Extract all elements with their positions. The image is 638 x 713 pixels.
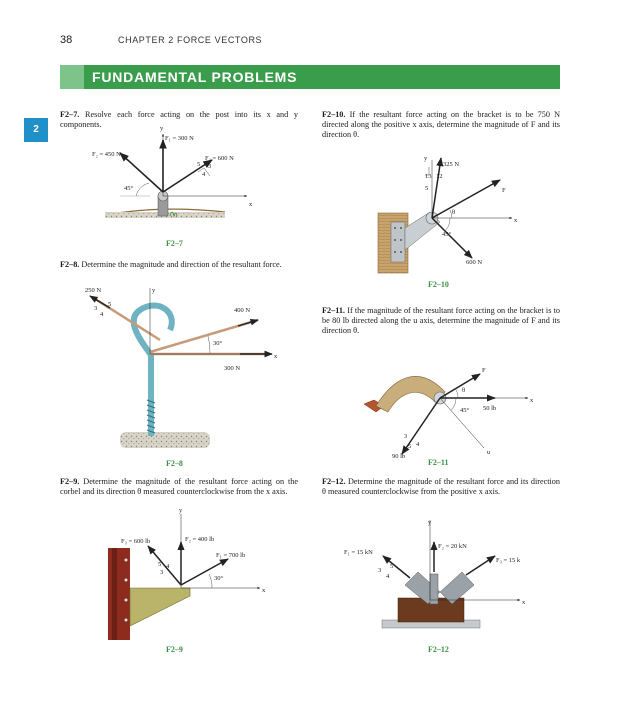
figure-caption: F2–9 (166, 645, 183, 654)
problem-text: If the resultant force acting on the bracket is to be 750 N directed along the positive x axis, determine the magnitude of F and its direction θ. (322, 110, 561, 140)
force-label: 50 lb (483, 405, 497, 412)
force-label: 600 N (466, 259, 483, 266)
angle-label: 30° (214, 575, 224, 582)
angle-label: 45° (442, 231, 452, 238)
angle-label: 45° (124, 185, 134, 192)
angle-label: 30° (213, 340, 223, 347)
force-label: 400 N (234, 307, 251, 314)
angle-label: θ (452, 209, 456, 216)
slope-label: 5 (408, 443, 412, 450)
slope-label: 3 (208, 163, 212, 170)
force-label: F₂ = 400 lb (185, 536, 215, 543)
figure-caption: F2–12 (428, 645, 449, 654)
force-label: F (502, 187, 506, 194)
corbel-diagram (108, 514, 260, 640)
axis-label: x (514, 217, 518, 224)
slope-label: 5 (108, 301, 112, 308)
force-label: F₂ = 20 kN (438, 543, 467, 550)
axis-label: y (160, 125, 164, 132)
slope-label: 4 (416, 441, 420, 448)
problem-text: Resolve each force acting on the post into its x and y components. (60, 110, 299, 130)
slope-label: 12 (436, 173, 443, 180)
chapter-tab: 2 (24, 118, 48, 142)
slope-label: 3 (160, 569, 164, 576)
problem-id: F2–7. (60, 110, 80, 119)
slope-label: 5 (197, 161, 201, 168)
figure-caption: F2–8 (166, 459, 183, 468)
page-number: 38 (60, 34, 73, 46)
slope-label: 4 (202, 171, 206, 178)
axis-label: x (274, 353, 278, 360)
problem-id: F2–10. (322, 110, 346, 119)
force-label: 325 N (443, 161, 460, 168)
figure-f2-8 (85, 287, 278, 448)
slope-label: 4 (166, 563, 170, 570)
force-label: F₃ = 15 k (496, 557, 521, 564)
slope-label: 4 (386, 573, 390, 580)
problem-id: F2–12. (322, 477, 346, 486)
problem-text: Determine the magnitude and direction of the resultant force. (81, 260, 282, 269)
figure-caption: F2–7 (166, 239, 183, 248)
force-label: F (482, 367, 486, 374)
axis-label: x (262, 587, 266, 594)
axis-label: y (179, 507, 183, 514)
problem-text: Determine the magnitude of the resultant force and its direction θ measured counterclockwise from the positive x axis. (322, 477, 560, 497)
figure-f2-12 (344, 519, 526, 628)
force-label: 300 N (224, 365, 241, 372)
force-label: F₁ = 700 lb (216, 552, 246, 559)
angle-label: 45° (460, 407, 470, 414)
slope-label: 5 (425, 185, 429, 192)
axis-label: y (424, 155, 428, 162)
slope-label: 3 (404, 433, 408, 440)
axis-label: x (530, 397, 534, 404)
slope-label: 3 (378, 567, 382, 574)
force-label: 250 N (85, 287, 102, 294)
curved-bracket-diagram (364, 374, 528, 454)
axis-label: y (428, 519, 432, 526)
problem-id: F2–9. (60, 477, 80, 486)
slope-label: 3 (94, 305, 98, 312)
post-diagram (105, 134, 247, 218)
force-label: 90 lb (392, 453, 406, 460)
force-label: F₃ = 600 lb (121, 538, 151, 545)
axis-label: x (522, 599, 526, 606)
axis-label: y (152, 287, 156, 294)
problem-id: F2–8. (60, 260, 80, 269)
slope-label: 4 (100, 311, 104, 318)
slope-label: 5 (158, 561, 162, 568)
figure-f2-10 (378, 155, 518, 273)
running-title: CHAPTER 2 FORCE VECTORS (118, 35, 263, 45)
figure-f2-11 (364, 367, 534, 460)
slope-label: 13 (425, 173, 432, 180)
gusset-diagram (382, 520, 520, 628)
force-label: F₃ = 600 N (205, 155, 234, 162)
force-label: F₂ = 450 N (92, 151, 121, 158)
slope-label: 5 (390, 563, 394, 570)
figure-caption: F2–11 (428, 458, 449, 467)
problem-text: If the magnitude of the resultant force acting on the bracket is to be 80 lb directed along the u axis, determine the magnitude of F and its direction θ. (322, 306, 560, 336)
problem-text: Determine the magnitude of the resultant force acting on the corbel and its direction θ measured counterclockwise from the x axis. (60, 477, 298, 497)
angle-label: θ (462, 387, 466, 394)
figure-f2-7 (92, 125, 253, 218)
section-title: FUNDAMENTAL PROBLEMS (92, 69, 298, 85)
force-label: F₁ = 300 N (165, 135, 194, 142)
axis-label: x (249, 201, 253, 208)
problem-id: F2–11. (322, 306, 345, 315)
bracket-diagram (378, 158, 512, 273)
axis-label: u (487, 449, 491, 456)
figure-caption: F2–10 (428, 280, 449, 289)
figure-f2-9 (108, 507, 266, 640)
force-label: F₁ = 15 kN (344, 549, 373, 556)
